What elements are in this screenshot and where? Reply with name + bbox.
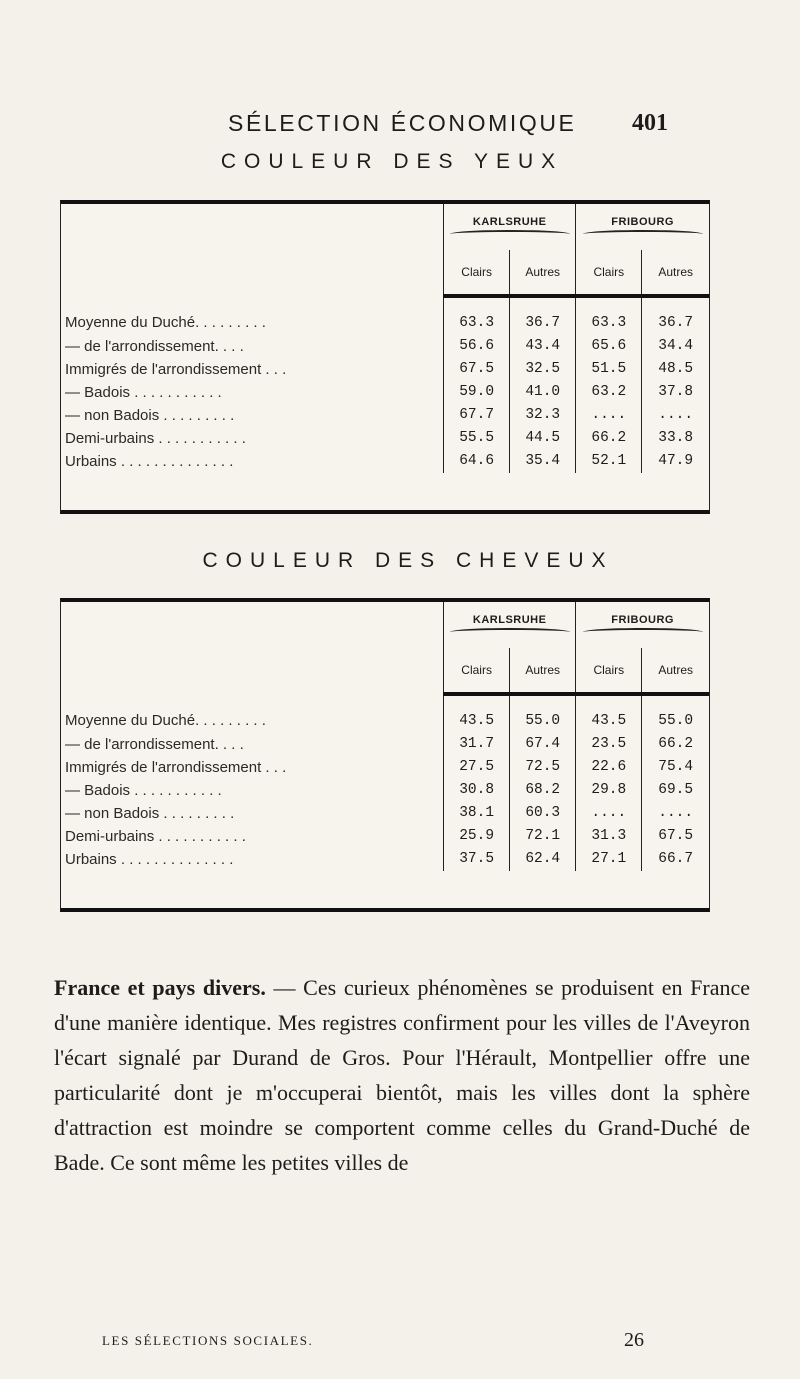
group-header-fribourg: FRIBOURG	[576, 204, 709, 250]
subheader-clairs: Clairs	[444, 250, 510, 296]
table-cell: 36.7	[510, 296, 576, 335]
table-row	[61, 358, 709, 381]
table-cell: 67.7	[444, 404, 510, 427]
table-cell: 72.1	[510, 825, 576, 848]
table-cell: 68.2	[510, 779, 576, 802]
eye-color-table	[60, 200, 710, 514]
table-row	[61, 694, 709, 733]
table-cell: 62.4	[510, 848, 576, 871]
table-cell: 51.5	[576, 358, 642, 381]
table-cell: 67.4	[510, 733, 576, 756]
table-row	[61, 779, 709, 802]
row-label: Immigrés de l'arrondissement . . .	[61, 358, 444, 381]
table-cell: 47.9	[658, 453, 694, 469]
table-cell: 72.5	[510, 756, 576, 779]
page-number: 401	[632, 110, 668, 136]
group-header-karlsruhe: KARLSRUHE	[444, 204, 576, 250]
table-cell: 23.5	[576, 733, 642, 756]
table-cell: 37.8	[658, 384, 694, 400]
running-head	[0, 110, 800, 140]
table-row	[61, 756, 709, 779]
table-cell: 63.3	[444, 296, 510, 335]
row-label: Moyenne du Duché. . . . . . . . .	[61, 296, 444, 335]
subheader-autres: Autres	[642, 648, 709, 694]
eye-color-title: COULEUR DES YEUX	[220, 150, 564, 173]
row-label: Urbains . . . . . . . . . . . . . .	[61, 848, 444, 871]
body-paragraph	[54, 970, 750, 1180]
table-cell: 31.7	[444, 733, 510, 756]
table-cell: 67.5	[444, 358, 510, 381]
row-label-header	[61, 602, 444, 694]
group-header-fribourg: FRIBOURG	[576, 602, 709, 648]
subheader-clairs: Clairs	[576, 648, 642, 694]
row-label: Demi-urbains . . . . . . . . . . .	[61, 427, 444, 450]
row-label: — non Badois . . . . . . . . .	[61, 404, 444, 427]
table-cell: 75.4	[658, 759, 694, 775]
table-cell: 37.5	[444, 848, 510, 871]
table-row	[61, 296, 709, 335]
table-cell: 43.5	[444, 694, 510, 733]
table-cell: 34.4	[658, 338, 694, 354]
table-row	[61, 733, 709, 756]
table-row	[61, 335, 709, 358]
row-label: — Badois . . . . . . . . . . .	[61, 381, 444, 404]
table-cell: 63.2	[576, 381, 642, 404]
table-row	[61, 802, 709, 825]
table-cell: 64.6	[444, 450, 510, 473]
table-cell: 32.5	[510, 358, 576, 381]
subheader-clairs: Clairs	[444, 648, 510, 694]
table-cell: 48.5	[658, 361, 694, 377]
paragraph-text: — Ces curieux phénomènes se produisent en France d'une manière identique. Mes registres confirment pour les villes de l'Aveyron l'écart signalé par Durand de Gros. Pour l'Hérault, Montpellier offre une particularité dont je m'occuperai bientôt, mais les villes dont la sphère d'attraction est moindre se comportent comme celles du Grand-Duché de Bade. Ce sont même les petites villes de	[54, 975, 750, 1175]
subheader-autres: Autres	[642, 250, 709, 296]
table-cell: 22.6	[576, 756, 642, 779]
table-cell: 55.0	[658, 713, 694, 729]
table-cell: 33.8	[658, 430, 694, 446]
group-header-karlsruhe: KARLSRUHE	[444, 602, 576, 648]
table-cell: 66.7	[658, 851, 694, 867]
table-cell: 30.8	[444, 779, 510, 802]
table-body	[61, 694, 709, 871]
table-cell: 60.3	[510, 802, 576, 825]
table-cell: 43.5	[576, 694, 642, 733]
table-cell: 55.0	[510, 694, 576, 733]
table-cell: 31.3	[576, 825, 642, 848]
table-cell: 44.5	[510, 427, 576, 450]
table-row	[61, 825, 709, 848]
row-label: Urbains . . . . . . . . . . . . . .	[61, 450, 444, 473]
table-body	[61, 296, 709, 473]
hair-color-title: COULEUR DES CHEVEUX	[202, 549, 614, 572]
table-cell: 35.4	[510, 450, 576, 473]
subheader-autres: Autres	[510, 250, 576, 296]
row-label: Demi-urbains . . . . . . . . . . .	[61, 825, 444, 848]
table-cell: 41.0	[510, 381, 576, 404]
table-cell: 29.8	[576, 779, 642, 802]
table-cell: 25.9	[444, 825, 510, 848]
table-cell: 66.2	[658, 736, 694, 752]
table-row	[61, 404, 709, 427]
table-cell: 43.4	[510, 335, 576, 358]
running-head-title: SÉLECTION ÉCONOMIQUE	[228, 110, 577, 136]
table-cell: ....	[658, 407, 694, 423]
row-label-header	[61, 204, 444, 296]
footer-signature-number: 26	[624, 1329, 644, 1351]
table-row	[61, 427, 709, 450]
subheader-clairs: Clairs	[576, 250, 642, 296]
subheader-autres: Autres	[510, 648, 576, 694]
row-label: — de l'arrondissement. . . .	[61, 733, 444, 756]
table-cell: 36.7	[658, 315, 694, 331]
paragraph-lead: France et pays divers.	[54, 975, 266, 1000]
row-label: — non Badois . . . . . . . . .	[61, 802, 444, 825]
table-cell: 63.3	[576, 296, 642, 335]
table-cell: ....	[576, 802, 642, 825]
hair-color-table	[60, 598, 710, 912]
table-cell: 69.5	[658, 782, 694, 798]
table-cell: 32.3	[510, 404, 576, 427]
table-cell: 59.0	[444, 381, 510, 404]
table-row	[61, 450, 709, 473]
row-label: — Badois . . . . . . . . . . .	[61, 779, 444, 802]
table-cell: ....	[576, 404, 642, 427]
table-cell: 56.6	[444, 335, 510, 358]
footer-series-title: LES SÉLECTIONS SOCIALES.	[102, 1333, 314, 1348]
row-label: Immigrés de l'arrondissement . . .	[61, 756, 444, 779]
table-cell: 66.2	[576, 427, 642, 450]
table-cell: ....	[658, 805, 694, 821]
table-cell: 27.1	[576, 848, 642, 871]
row-label: — de l'arrondissement. . . .	[61, 335, 444, 358]
row-label: Moyenne du Duché. . . . . . . . .	[61, 694, 444, 733]
table-cell: 55.5	[444, 427, 510, 450]
table-cell: 27.5	[444, 756, 510, 779]
table-cell: 65.6	[576, 335, 642, 358]
table-cell: 67.5	[658, 828, 694, 844]
table-row	[61, 381, 709, 404]
table-cell: 52.1	[576, 450, 642, 473]
table-row	[61, 848, 709, 871]
page-footer	[102, 1329, 702, 1357]
table-cell: 38.1	[444, 802, 510, 825]
